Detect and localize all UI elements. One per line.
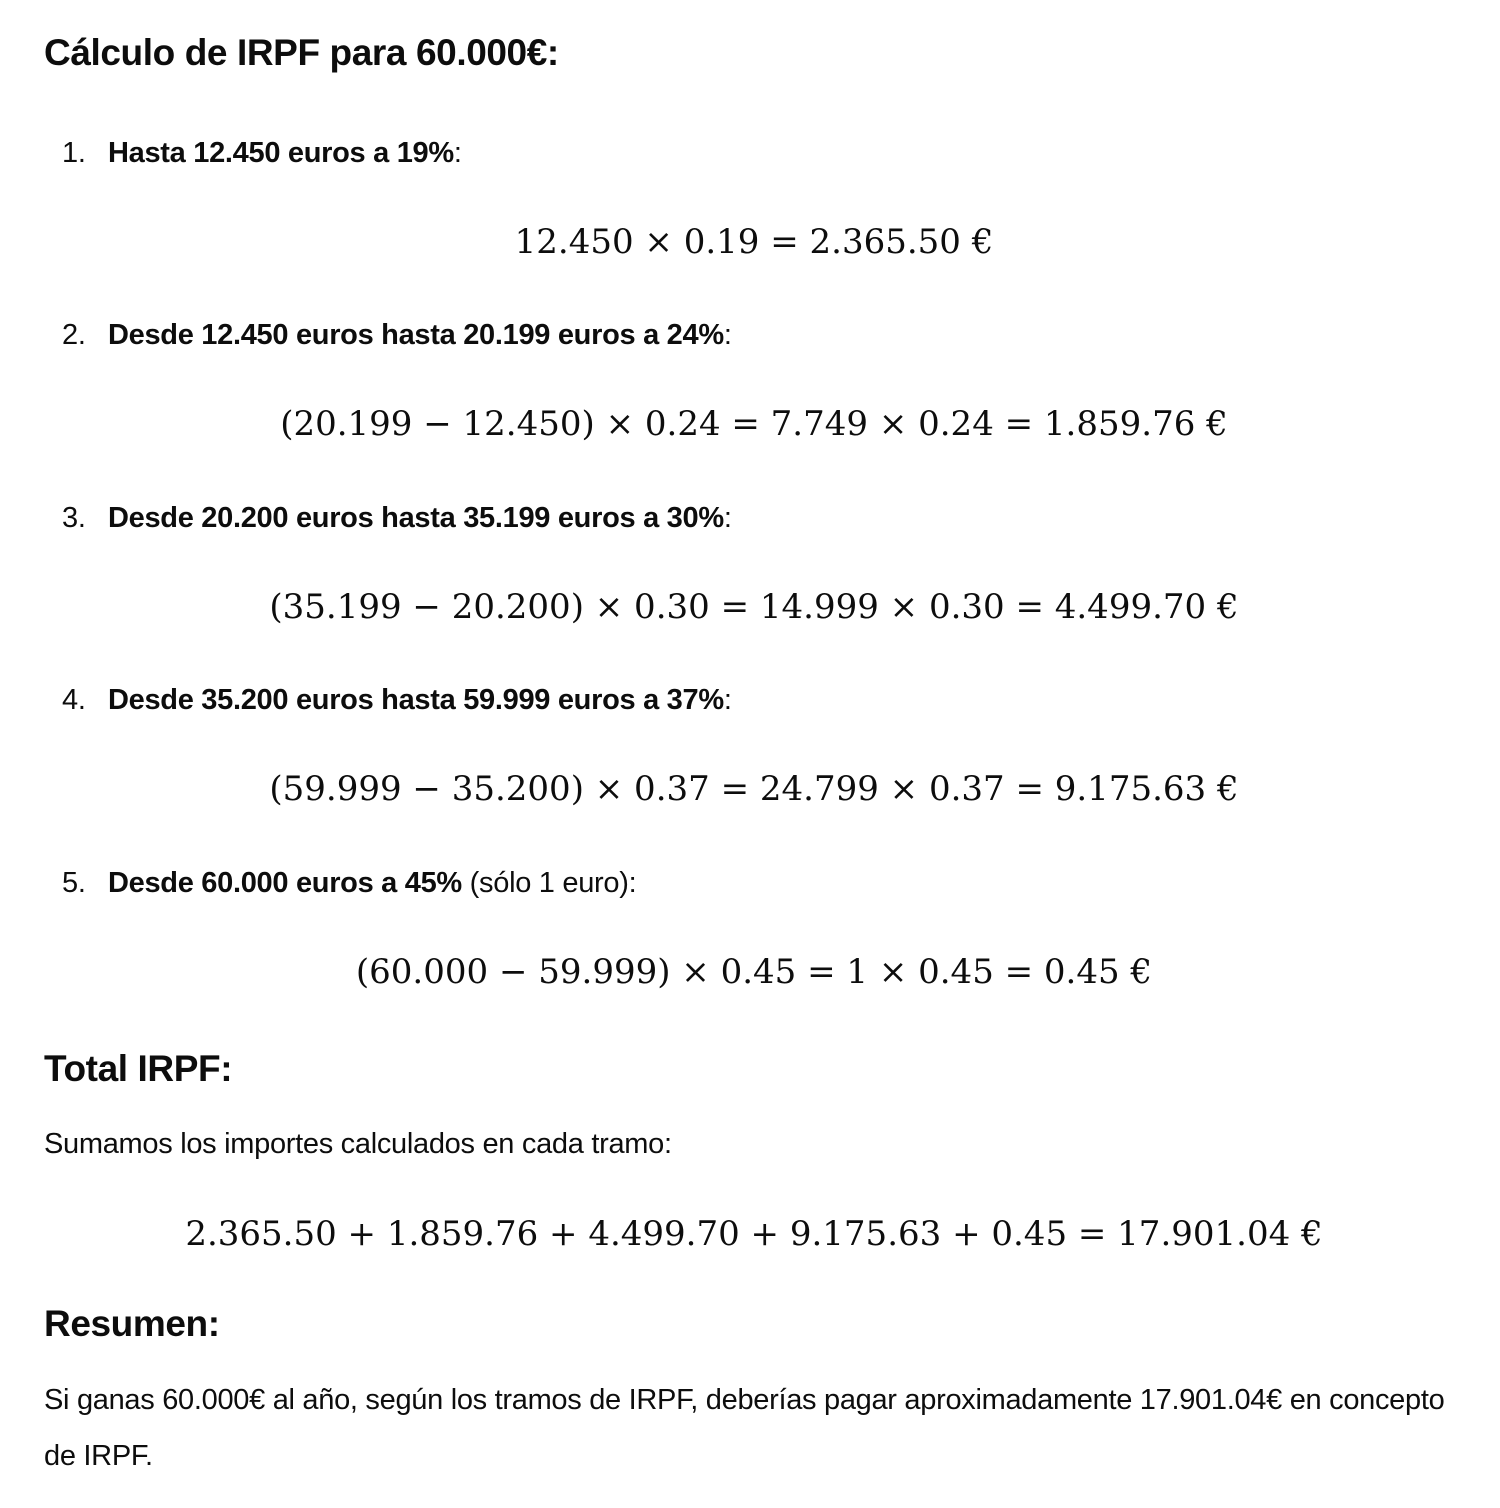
bracket-label-bold: Desde 35.200 euros hasta 59.999 euros a 37%: [108, 684, 724, 716]
list-number: 4.: [62, 684, 86, 716]
formula-total: 2.365.50 + 1.859.76 + 4.499.70 + 9.175.63 + 0.45 = 17.901.04 €: [185, 1214, 1323, 1254]
bracket-label-suffix: (sólo 1 euro):: [461, 867, 637, 899]
formula-bracket-3: (35.199 − 20.200) × 0.30 = 14.999 × 0.30 = 4.499.70 €: [269, 587, 1239, 627]
list-item-bracket-3: [44, 498, 1464, 538]
list-number: 1.: [62, 137, 86, 169]
summary-heading: Resumen:: [44, 1303, 220, 1344]
bracket-label-bold: Desde 20.200 euros hasta 35.199 euros a 30%: [108, 502, 724, 534]
bracket-label: [108, 680, 732, 720]
total-heading: Total IRPF:: [44, 1048, 233, 1089]
total-intro: Sumamos los importes calculados en cada tramo:: [44, 1128, 672, 1160]
list-number: 5.: [62, 867, 86, 899]
list-item-bracket-1: [44, 133, 1464, 173]
bracket-label-bold: Desde 12.450 euros hasta 20.199 euros a 24%: [108, 319, 724, 351]
bracket-label-suffix: :: [723, 684, 732, 716]
list-number: 2.: [62, 319, 86, 351]
bracket-label: [108, 315, 732, 355]
formula-bracket-5: (60.000 − 59.999) × 0.45 = 1 × 0.45 = 0.45 €: [355, 952, 1153, 992]
list-item-bracket-2: [44, 315, 1464, 355]
formula-bracket-4: (59.999 − 35.200) × 0.37 = 24.799 × 0.37 = 9.175.63 €: [269, 769, 1239, 809]
bracket-label-suffix: :: [453, 137, 462, 169]
summary-text: Si ganas 60.000€ al año, según los tramos de IRPF, deberías pagar aproximadamente 17.901.04€ en concepto de IRPF.: [44, 1384, 1445, 1472]
formula-bracket-2: (20.199 − 12.450) × 0.24 = 7.749 × 0.24 = 1.859.76 €: [280, 404, 1228, 444]
list-item-bracket-5: [44, 863, 1464, 903]
formula-bracket-1: 12.450 × 0.19 = 2.365.50 €: [514, 222, 994, 262]
bracket-label: [108, 863, 636, 903]
bracket-label-suffix: :: [723, 502, 732, 534]
list-number: 3.: [62, 502, 86, 534]
bracket-label: [108, 133, 462, 173]
list-item-bracket-4: [44, 680, 1464, 720]
bracket-label: [108, 498, 732, 538]
page-title: Cálculo de IRPF para 60.000€:: [44, 32, 559, 73]
bracket-label-suffix: :: [723, 319, 732, 351]
bracket-label-bold: Hasta 12.450 euros a 19%: [108, 137, 454, 169]
bracket-label-bold: Desde 60.000 euros a 45%: [108, 867, 462, 899]
